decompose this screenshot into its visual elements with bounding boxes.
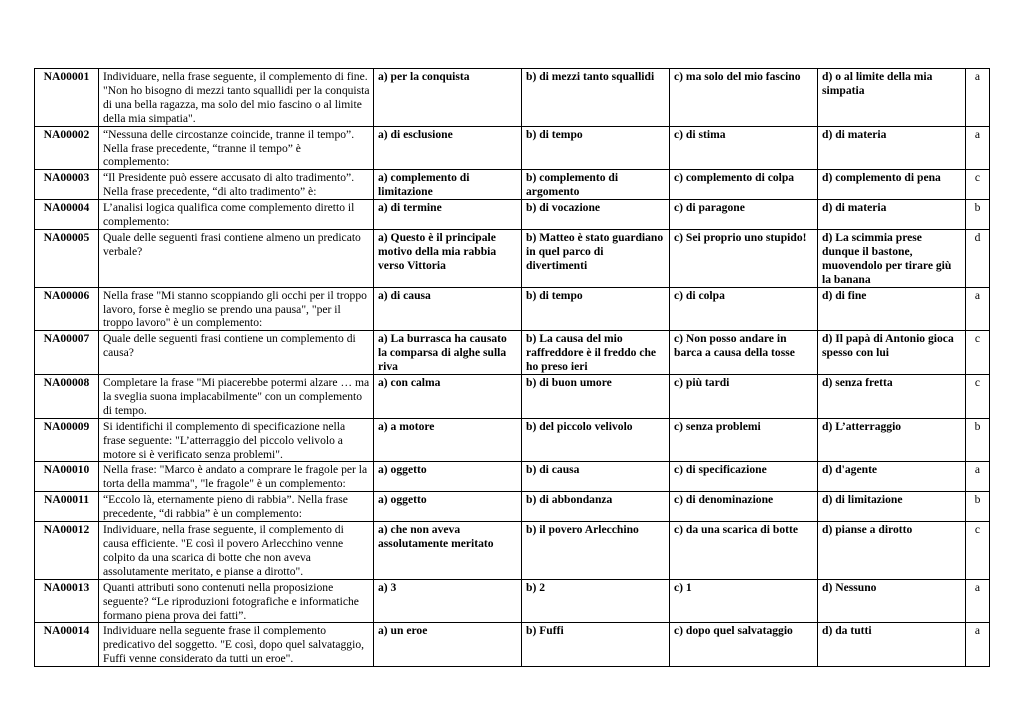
option-b: b) di mezzi tanto squallidi [522,69,670,127]
question-id: NA00013 [35,579,99,623]
option-a: a) a motore [374,418,522,462]
question-row [35,200,990,230]
question-text: “Eccolo là, eternamente pieno di rabbia”. Nella frase precedente, “di rabbia” è un complemento: [99,492,374,522]
option-a: a) Questo è il principale motivo della mia rabbia verso Vittoria [374,229,522,287]
correct-answer: b [966,418,990,462]
question-row [35,331,990,375]
option-c: c) 1 [670,579,818,623]
option-d: d) La scimmia prese dunque il bastone, muovendolo per tirare giù la banana [818,229,966,287]
option-d: d) d'agente [818,462,966,492]
correct-answer: c [966,522,990,580]
option-d: d) di materia [818,200,966,230]
option-d: d) L’atterraggio [818,418,966,462]
option-b: b) il povero Arlecchino [522,522,670,580]
option-c: c) di colpa [670,287,818,331]
question-id: NA00009 [35,418,99,462]
question-row [35,579,990,623]
option-b: b) Fuffi [522,623,670,667]
correct-answer: d [966,229,990,287]
question-row [35,229,990,287]
correct-answer: c [966,375,990,419]
option-b: b) di tempo [522,126,670,170]
question-text: Completare la frase "Mi piacerebbe potermi alzare … ma la sveglia suona implacabilmente" con un complemento di tempo. [99,375,374,419]
question-row [35,418,990,462]
question-text: Individuare nella seguente frase il complemento predicativo del soggetto. "E così, dopo quel salvataggio, Fuffi venne considerato da tutti un eroe". [99,623,374,667]
option-d: d) complemento di pena [818,170,966,200]
correct-answer: a [966,126,990,170]
option-c: c) di specificazione [670,462,818,492]
question-text: “Nessuna delle circostanze coincide, tranne il tempo”. Nella frase precedente, “tranne il tempo” è complemento: [99,126,374,170]
option-d: d) di limitazione [818,492,966,522]
option-c: c) Sei proprio uno stupido! [670,229,818,287]
correct-answer: a [966,69,990,127]
option-b: b) di tempo [522,287,670,331]
option-a: a) di termine [374,200,522,230]
question-row [35,170,990,200]
question-text: Individuare, nella frase seguente, il complemento di fine. "Non ho bisogno di mezzi tanto squallidi per la conquista di una bella ragazza, ma solo del mio fascino o al limite della mia simpatia". [99,69,374,127]
quiz-table-body [35,69,990,667]
question-id: NA00002 [35,126,99,170]
question-text: L’analisi logica qualifica come complemento diretto il complemento: [99,200,374,230]
correct-answer: c [966,331,990,375]
correct-answer: c [966,170,990,200]
option-d: d) pianse a dirotto [818,522,966,580]
question-id: NA00011 [35,492,99,522]
option-c: c) di paragone [670,200,818,230]
question-id: NA00003 [35,170,99,200]
question-text: “Il Presidente può essere accusato di alto tradimento”. Nella frase precedente, “di alto tradimento” è: [99,170,374,200]
question-id: NA00014 [35,623,99,667]
option-b: b) 2 [522,579,670,623]
question-id: NA00004 [35,200,99,230]
question-row [35,623,990,667]
question-text: Quanti attributi sono contenuti nella proposizione seguente? “Le riproduzioni fotografiche e informatiche formano piena prova dei fatti”. [99,579,374,623]
question-id: NA00010 [35,462,99,492]
question-text: Quale delle seguenti frasi contiene un complemento di causa? [99,331,374,375]
option-a: a) per la conquista [374,69,522,127]
correct-answer: a [966,579,990,623]
quiz-table [34,68,990,667]
question-row [35,492,990,522]
correct-answer: b [966,200,990,230]
question-id: NA00008 [35,375,99,419]
option-d: d) o al limite della mia simpatia [818,69,966,127]
question-row [35,69,990,127]
question-row [35,375,990,419]
option-a: a) 3 [374,579,522,623]
option-d: d) di fine [818,287,966,331]
correct-answer: b [966,492,990,522]
option-d: d) Nessuno [818,579,966,623]
option-a: a) con calma [374,375,522,419]
question-text: Individuare, nella frase seguente, il complemento di causa efficiente. "E così il povero Arlecchino venne colpito da una scarica di botte che non aveva assolutamente meritato, e pianse a dirotto". [99,522,374,580]
question-text: Nella frase "Mi stanno scoppiando gli occhi per il troppo lavoro, forse è meglio se prendo una pausa", "per il troppo lavoro" è un complemento: [99,287,374,331]
option-b: b) del piccolo velivolo [522,418,670,462]
option-d: d) Il papà di Antonio gioca spesso con lui [818,331,966,375]
question-id: NA00001 [35,69,99,127]
option-a: a) complemento di limitazione [374,170,522,200]
option-c: c) complemento di colpa [670,170,818,200]
question-row [35,126,990,170]
option-c: c) di denominazione [670,492,818,522]
question-id: NA00012 [35,522,99,580]
question-id: NA00006 [35,287,99,331]
question-row [35,462,990,492]
correct-answer: a [966,287,990,331]
option-b: b) di abbondanza [522,492,670,522]
option-c: c) ma solo del mio fascino [670,69,818,127]
question-row [35,287,990,331]
option-c: c) senza problemi [670,418,818,462]
option-a: a) oggetto [374,462,522,492]
option-a: a) un eroe [374,623,522,667]
correct-answer: a [966,462,990,492]
question-text: Quale delle seguenti frasi contiene almeno un predicato verbale? [99,229,374,287]
question-text: Si identifichi il complemento di specificazione nella frase seguente: "L’atterraggio del piccolo velivolo a motore si è verificato senza problemi". [99,418,374,462]
option-c: c) dopo quel salvataggio [670,623,818,667]
option-b: b) di causa [522,462,670,492]
option-c: c) Non posso andare in barca a causa della tosse [670,331,818,375]
question-id: NA00005 [35,229,99,287]
option-b: b) La causa del mio raffreddore è il freddo che ho preso ieri [522,331,670,375]
option-d: d) da tutti [818,623,966,667]
option-a: a) che non aveva assolutamente meritato [374,522,522,580]
option-a: a) La burrasca ha causato la comparsa di alghe sulla riva [374,331,522,375]
option-b: b) di buon umore [522,375,670,419]
question-text: Nella frase: "Marco è andato a comprare le fragole per la torta della mamma", "le fragole" è un complemento: [99,462,374,492]
option-b: b) Matteo è stato guardiano in quel parco di divertimenti [522,229,670,287]
question-row [35,522,990,580]
option-b: b) di vocazione [522,200,670,230]
option-c: c) più tardi [670,375,818,419]
correct-answer: a [966,623,990,667]
option-a: a) di causa [374,287,522,331]
option-c: c) di stima [670,126,818,170]
option-d: d) di materia [818,126,966,170]
option-d: d) senza fretta [818,375,966,419]
question-id: NA00007 [35,331,99,375]
option-a: a) oggetto [374,492,522,522]
option-b: b) complemento di argomento [522,170,670,200]
option-c: c) da una scarica di botte [670,522,818,580]
option-a: a) di esclusione [374,126,522,170]
